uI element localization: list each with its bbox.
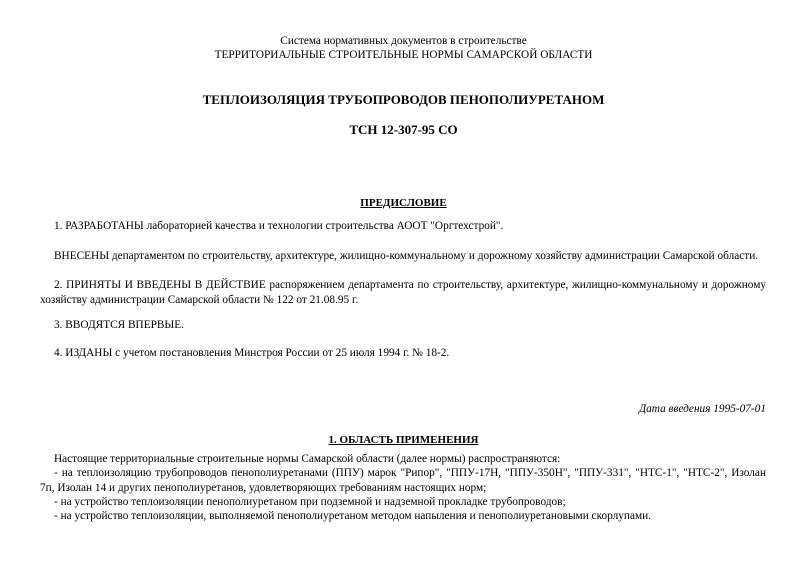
document-code: ТСН 12-307-95 СО — [349, 122, 458, 137]
preface-paragraph-2: ВНЕСЕНЫ департаментом по строительству, архитектуре, жилищно-коммунальному и дорожному хозяйству администрации Самарской области. — [54, 250, 759, 262]
section-1-intro: Настоящие территориальные строительные нормы Самарской области (далее нормы) распространяются: — [54, 453, 561, 465]
introduction-date: Дата введения 1995-07-01 — [638, 403, 766, 415]
system-line: Система нормативных документов в строительстве — [280, 35, 527, 47]
preface-paragraph-1: 1. РАЗРАБОТАНЫ лабораторией качества и технологии строительства АООТ "Оргтехстрой". — [54, 220, 504, 232]
document-title: ТЕПЛОИЗОЛЯЦИЯ ТРУБОПРОВОДОВ ПЕНОПОЛИУРЕТАНОМ — [202, 92, 605, 107]
section-1-item-3: - на устройство теплоизоляции, выполняемой пенополиуретаном методом напыления и пенополиуретановыми скорлупами. — [54, 510, 652, 522]
preface-paragraph-4: 3. ВВОДЯТСЯ ВПЕРВЫЕ. — [54, 319, 184, 331]
section-1-item-1: - на теплоизоляцию трубопроводов пенополиуретанами (ППУ) марок "Рипор", "ППУ-17Н, "ППУ-350Н", "ППУ-331", "НТС-1", "НТС-2", Изолан 7п, Изолан 14 и других пенополиуретанов, удовлетворяющих требованиям настоящих норм; — [40, 467, 766, 494]
section-1-heading: 1. ОБЛАСТЬ ПРИМЕНЕНИЯ — [328, 434, 479, 446]
preface-paragraph-5: 4. ИЗДАНЫ с учетом постановления Минстроя России от 25 июля 1994 г. № 18-2. — [54, 347, 450, 359]
norms-line: ТЕРРИТОРИАЛЬНЫЕ СТРОИТЕЛЬНЫЕ НОРМЫ САМАРСКОЙ ОБЛАСТИ — [214, 49, 593, 61]
preface-heading: ПРЕДИСЛОВИЕ — [360, 197, 447, 209]
preface-paragraph-3: 2. ПРИНЯТЫ И ВВЕДЕНЫ В ДЕЙСТВИЕ распоряжением департамента по строительству, архитектуре, жилищно-коммунальному и дорожному хозяйству администрации Самарской области № 122 от 21.08.95 г. — [40, 279, 766, 306]
section-1-item-2: - на устройство теплоизоляции пенополиуретаном при подземной и надземной прокладке трубопроводов; — [54, 496, 566, 508]
